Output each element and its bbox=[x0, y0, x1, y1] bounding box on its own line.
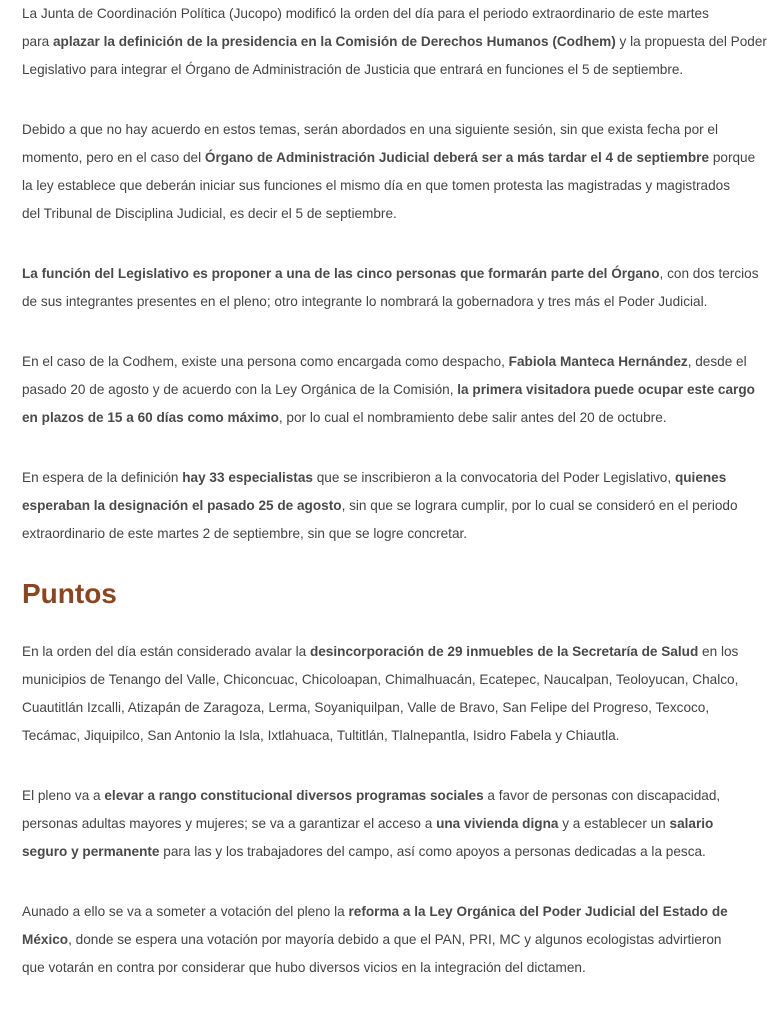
emphasis-text: La función del Legislativo es proponer a una de las cinco personas que formarán parte del Órgano bbox=[22, 266, 660, 281]
paragraph-reforma-poder-judicial: Aunado a ello se va a someter a votación del pleno la reforma a la Ley Orgánica del Poder Judicial del Estado de México, donde se espera una votación por mayoría debido a que el PAN, PRI, MC y algunos ecologistas advirtieron que votarán en contra por considerar que hubo diversos vicios en la integración del dictamen. bbox=[22, 904, 728, 975]
emphasis-text: elevar a rango constitucional diversos programas sociales bbox=[104, 788, 484, 803]
emphasis-text: aplazar la definición de la presidencia en la Comisión de Derechos Humanos (Codhem) bbox=[52, 34, 616, 49]
emphasis-text: Órgano de Administración Judicial deberá ser a más tardar el 4 de septiembre bbox=[204, 150, 710, 165]
paragraph-jucopo: La Junta de Coordinación Política (Jucopo) modificó la orden del día para el periodo extraordinario de este martes para aplazar la definición de la presidencia en la Comisión de Derechos Humanos (Codhem) y la propuesta del Poder Legislativo para integrar el Órgano de Administración de Justicia que entrará en funciones el 5 de septiembre. bbox=[22, 6, 767, 77]
article-body bbox=[22, 0, 767, 982]
paragraph-codhem: En el caso de la Codhem, existe una persona como encargada como despacho, Fabiola Manteca Hernández, desde el pasado 20 de agosto y de acuerdo con la Ley Orgánica de la Comisión, la primera visitadora puede ocupar este cargo en plazos de 15 a 60 días como máximo, por lo cual el nombramiento debe salir antes del 20 de octubre. bbox=[22, 354, 755, 425]
emphasis-text: seguro y permanente bbox=[22, 844, 160, 859]
paragraph-sin-acuerdo: Debido a que no hay acuerdo en estos temas, serán abordados en una siguiente sesión, sin que exista fecha por el momento, pero en el caso del Órgano de Administración Judicial deberá ser a más tardar el 4 de septiembre porque la ley establece que deberán iniciar sus funciones el mismo día en que tomen protesta las magistradas y magistrados del Tribunal de Disciplina Judicial, es decir el 5 de septiembre. bbox=[22, 122, 756, 221]
paragraph-funcion-legislativo: La función del Legislativo es proponer a una de las cinco personas que formarán parte del Órgano, con dos tercios de sus integrantes presentes en el pleno; otro integrante lo nombrará la gobernadora y tres más el Poder Judicial. bbox=[22, 266, 759, 309]
emphasis-text: salario bbox=[669, 816, 714, 831]
emphasis-text: México bbox=[22, 932, 69, 947]
emphasis-text: esperaban la designación el pasado 25 de agosto bbox=[22, 498, 342, 513]
section-heading: Puntos bbox=[22, 578, 117, 609]
emphasis-text: desincorporación de 29 inmuebles de la Secretaría de Salud bbox=[309, 644, 699, 659]
paragraph-especialistas: En espera de la definición hay 33 especialistas que se inscribieron a la convocatoria del Poder Legislativo, quienes esperaban la designación el pasado 25 de agosto, sin que se lograra cumplir, por lo cual se consideró en el periodo extraordinario de este martes 2 de septiembre, sin que se logre concretar. bbox=[22, 470, 738, 541]
emphasis-text: Fabiola Manteca Hernández bbox=[508, 354, 688, 369]
paragraph-inmuebles: En la orden del día están considerado avalar la desincorporación de 29 inmuebles de la Secretaría de Salud en los municipios de Tenango del Valle, Chiconcuac, Chicoloapan, Chimalhuacán, Ecatepec, Naucalpan, Teoloyucan, Chalco, Cuautitlán Izcalli, Atizapán de Zaragoza, Lerma, Soyaniquilpan, Valle de Bravo, San Felipe del Progreso, Texcoco, Tecámac, Jiquipilco, San Antonio la Isla, Ixtlahuaca, Tultitlán, Tlalnepantla, Isidro Fabela y Chiautla. bbox=[22, 644, 739, 743]
emphasis-text: una vivienda digna bbox=[436, 816, 559, 831]
paragraph-programas-sociales: El pleno va a elevar a rango constitucional diversos programas sociales a favor de personas con discapacidad, personas adultas mayores y mujeres; se va a garantizar el acceso a una vivienda digna y a establecer un salario seguro y permanente para las y los trabajadores del campo, así como apoyos a personas dedicadas a la pesca. bbox=[22, 788, 721, 859]
emphasis-text: quienes bbox=[674, 470, 727, 485]
emphasis-text: reforma a la Ley Orgánica del Poder Judicial del Estado de bbox=[348, 904, 728, 919]
emphasis-text: hay 33 especialistas bbox=[182, 470, 313, 485]
emphasis-text: la primera visitadora puede ocupar este cargo bbox=[457, 382, 755, 397]
emphasis-text: en plazos de 15 a 60 días como máximo bbox=[22, 410, 279, 425]
